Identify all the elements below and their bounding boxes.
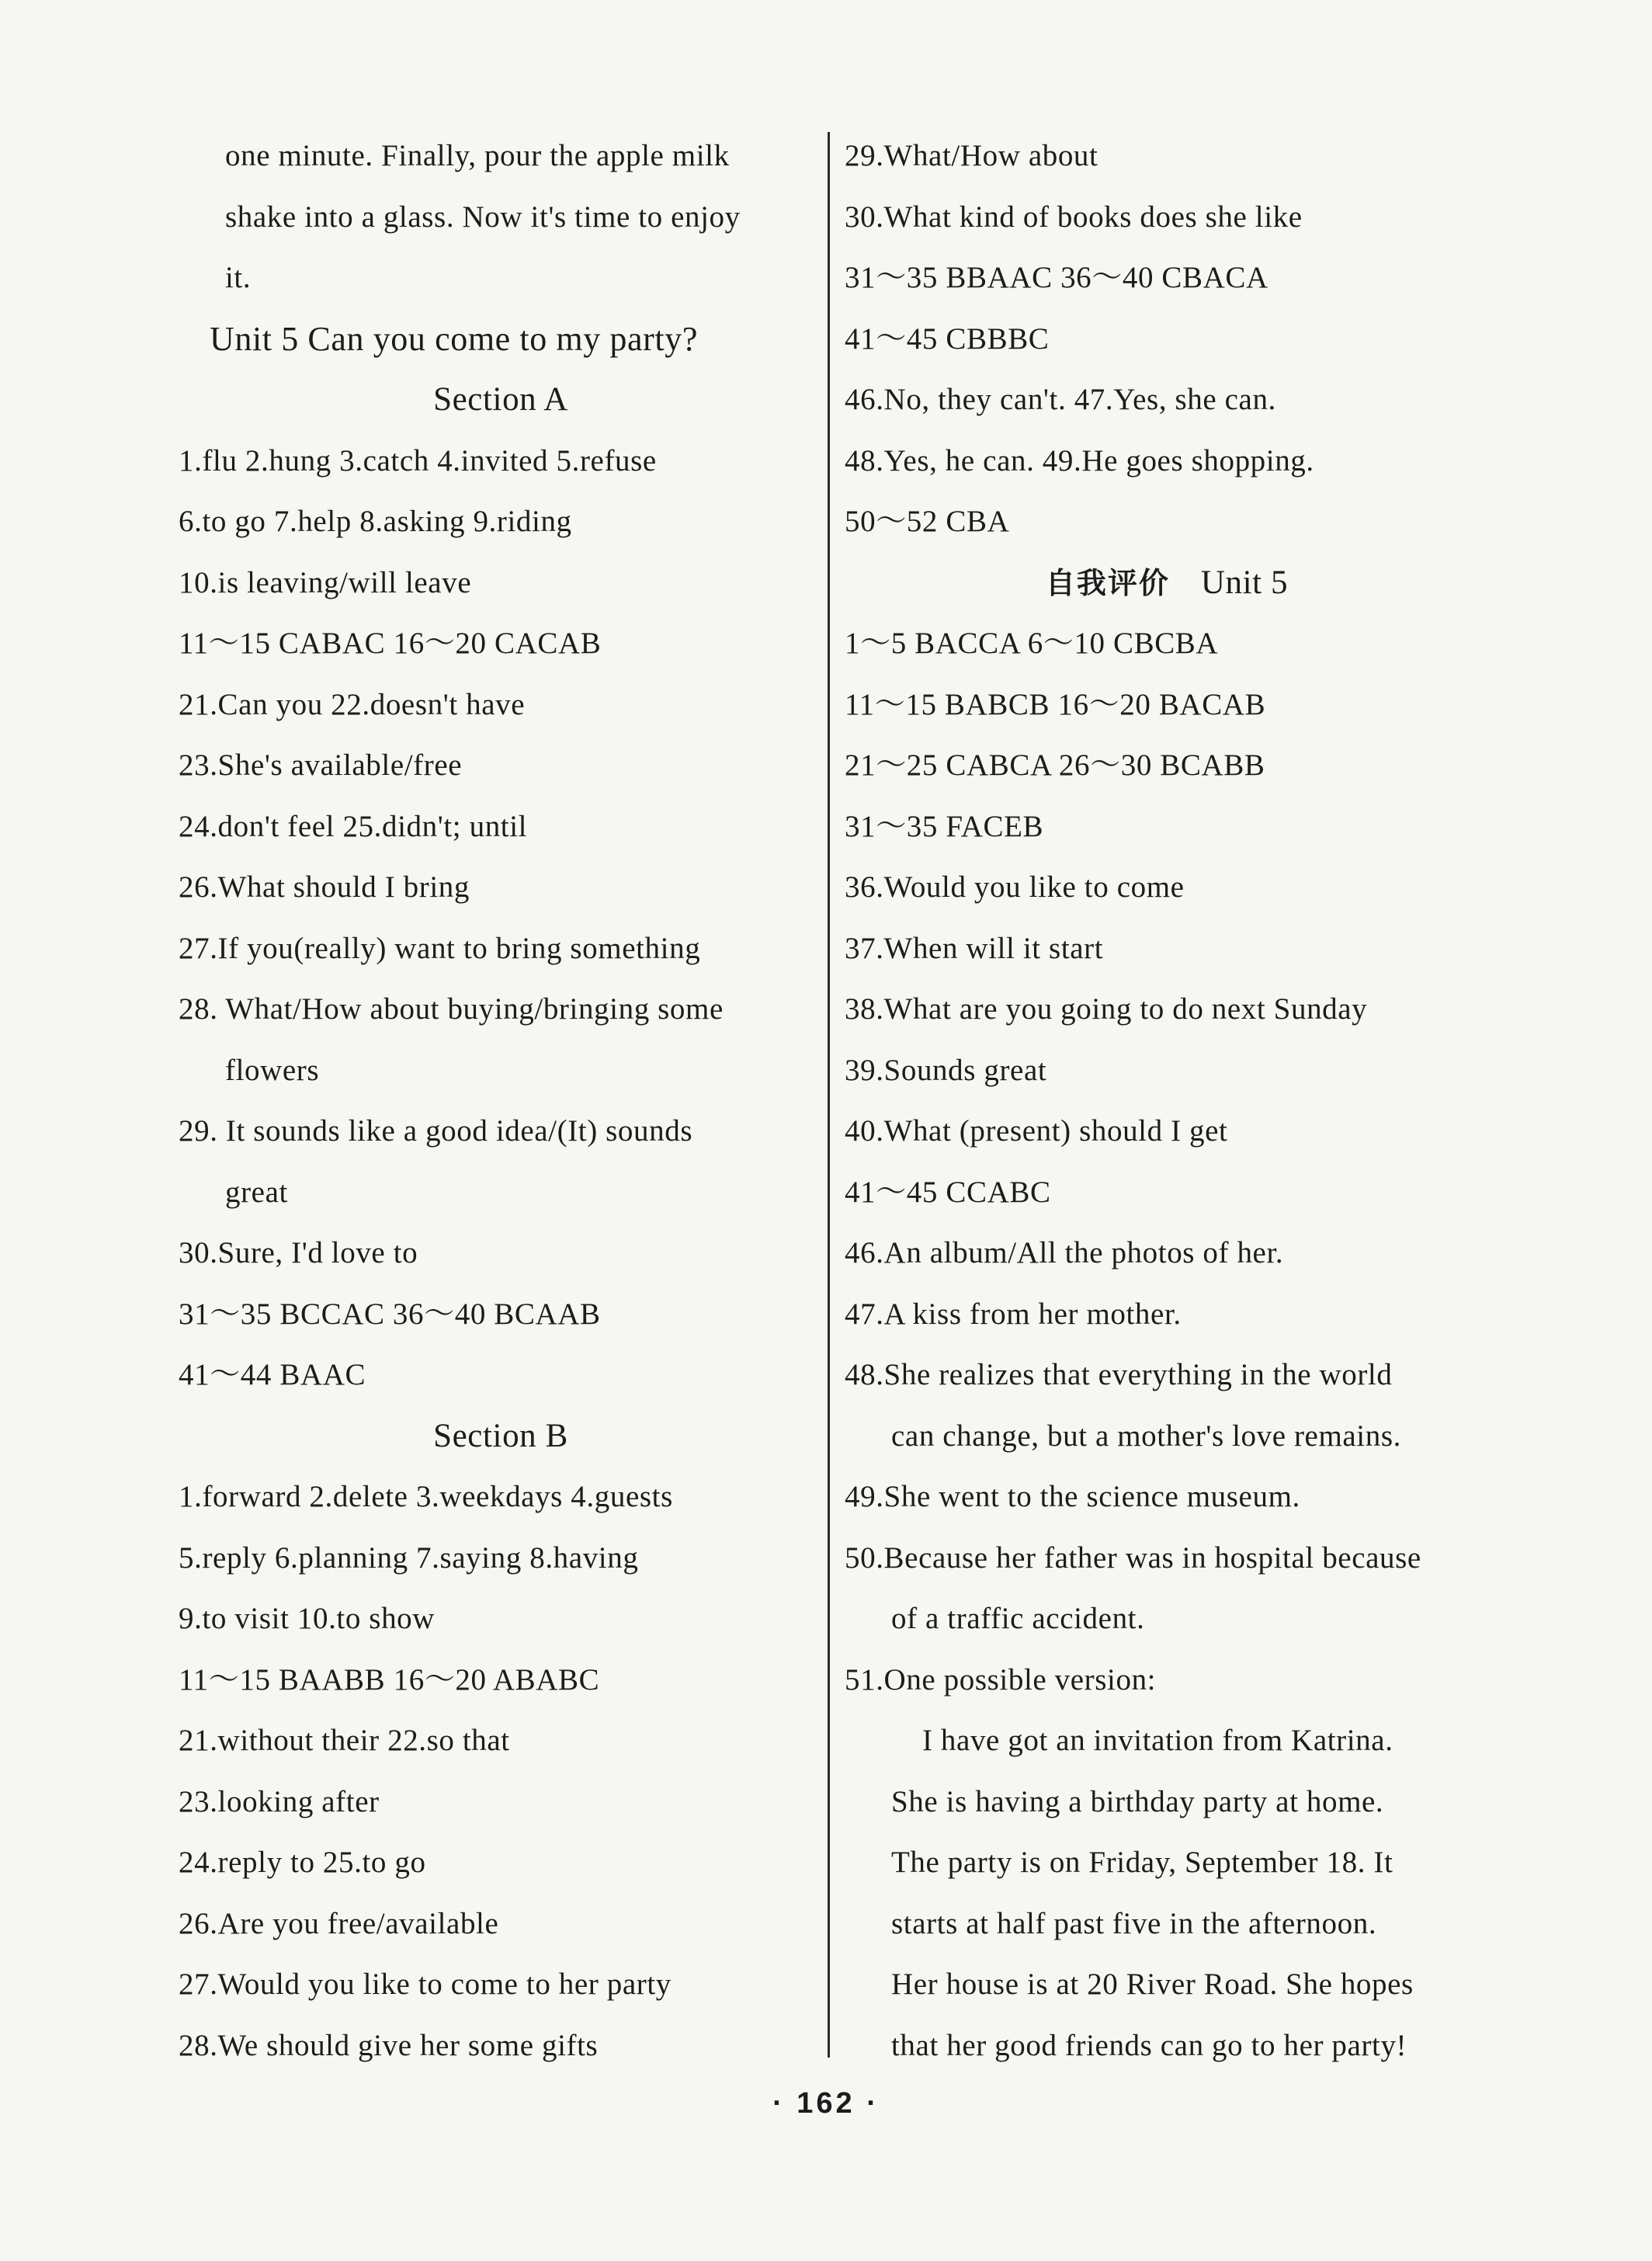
- essay-line: She is having a birthday party at home.: [891, 1784, 1384, 1818]
- answer-line: 11～15 BABCB 16～20 BACAB: [845, 687, 1266, 721]
- answer-line: 37.When will it start: [845, 931, 1104, 965]
- answer-line: 26.Are you free/available: [179, 1906, 499, 1940]
- answer-line: 6.to go 7.help 8.asking 9.riding: [179, 505, 572, 538]
- intro-line: it.: [225, 261, 252, 294]
- right-column: [845, 126, 1489, 2076]
- answer-line: 1.flu 2.hung 3.catch 4.invited 5.refuse: [179, 443, 657, 478]
- intro-line: one minute. Finally, pour the apple milk: [225, 139, 730, 172]
- answer-line: 26.What should I bring: [179, 870, 470, 904]
- answer-line: 49.She went to the science museum.: [845, 1480, 1300, 1513]
- section-b-heading: Section B: [433, 1417, 568, 1454]
- answer-line: 41～45 CBBBC: [845, 321, 1050, 356]
- answer-line: 29.What/How about: [845, 139, 1098, 172]
- answer-line: great: [225, 1175, 288, 1209]
- answer-line: 36.Would you like to come: [845, 870, 1185, 904]
- answer-line: 41～45 CCABC: [845, 1175, 1051, 1209]
- answer-line: 39.Sounds great: [845, 1053, 1047, 1087]
- answer-line: 27.Would you like to come to her party: [179, 1968, 672, 2001]
- answer-line: 1.forward 2.delete 3.weekdays 4.guests: [179, 1480, 673, 1513]
- answer-line: flowers: [225, 1053, 320, 1087]
- answer-line: 46.No, they can't. 47.Yes, she can.: [845, 383, 1276, 416]
- answer-line: 46.An album/All the photos of her.: [845, 1236, 1284, 1269]
- answer-line: 40.What (present) should I get: [845, 1114, 1228, 1148]
- answer-line: 5.reply 6.planning 7.saying 8.having: [179, 1540, 639, 1575]
- self-review-title: 自我评价: [1045, 565, 1170, 600]
- answer-line: 23.looking after: [179, 1784, 380, 1818]
- answer-line: 1～5 BACCA 6～10 CBCBA: [845, 627, 1219, 660]
- answer-line: 31～35 FACEB: [845, 809, 1044, 843]
- essay-line: The party is on Friday, September 18. It: [891, 1846, 1393, 1879]
- answer-line: 47.A kiss from her mother.: [845, 1297, 1182, 1331]
- answer-line: can change, but a mother's love remains.: [891, 1419, 1401, 1453]
- answer-line: 48.She realizes that everything in the world: [845, 1358, 1393, 1391]
- answer-line: 27.If you(really) want to bring something: [179, 931, 701, 965]
- answer-line: 50.Because her father was in hospital because: [845, 1540, 1421, 1575]
- essay-line: Her house is at 20 River Road. She hopes: [891, 1968, 1414, 2001]
- answer-line: 48.Yes, he can. 49.He goes shopping.: [845, 443, 1314, 478]
- intro-line: shake into a glass. Now it's time to enjoy: [225, 200, 741, 234]
- essay-line: starts at half past five in the afternoon.: [891, 1906, 1377, 1940]
- left-column: [179, 126, 823, 2076]
- answer-line: of a traffic accident.: [891, 1602, 1145, 1635]
- answer-line: 50～52 CBA: [845, 505, 1010, 538]
- section-a-heading: Section A: [433, 381, 568, 418]
- answer-line: 11～15 CABAC 16～20 CACAB: [179, 627, 602, 660]
- answer-line: 38.What are you going to do next Sunday: [845, 992, 1368, 1026]
- answer-line: 24.reply to 25.to go: [179, 1846, 426, 1879]
- answer-line: 11～15 BAABB 16～20 ABABC: [179, 1662, 600, 1697]
- answer-line: 41～44 BAAC: [179, 1358, 366, 1391]
- answer-line: 9.to visit 10.to show: [179, 1602, 436, 1635]
- self-review-unit: Unit 5: [1200, 564, 1289, 601]
- page-number: · 162 ·: [772, 2087, 880, 2120]
- answer-line: 31～35 BCCAC 36～40 BCAAB: [179, 1297, 601, 1331]
- answer-line: 21～25 CABCA 26～30 BCABB: [845, 748, 1265, 782]
- column-divider: [828, 132, 830, 2058]
- answer-line: 51.One possible version:: [845, 1662, 1157, 1697]
- answer-line: 29. It sounds like a good idea/(It) sounds: [179, 1114, 693, 1148]
- answer-line: 21.without their 22.so that: [179, 1724, 510, 1757]
- self-review-heading: [845, 553, 1489, 614]
- essay-line: I have got an invitation from Katrina.: [922, 1724, 1393, 1757]
- unit-title: Unit 5 Can you come to my party?: [210, 319, 698, 358]
- answer-line: 10.is leaving/will leave: [179, 565, 472, 599]
- answer-line: 30.What kind of books does she like: [845, 200, 1303, 234]
- essay-line: that her good friends can go to her party!: [891, 2028, 1407, 2062]
- answer-line: 24.don't feel 25.didn't; until: [179, 809, 528, 843]
- answer-line: 23.She's available/free: [179, 748, 463, 782]
- answer-line: 31～35 BBAAC 36～40 CBACA: [845, 261, 1268, 294]
- answer-line: 28.We should give her some gifts: [179, 2028, 599, 2062]
- answer-line: 30.Sure, I'd love to: [179, 1236, 418, 1269]
- answer-line: 28. What/How about buying/bringing some: [179, 992, 724, 1026]
- answer-line: 21.Can you 22.doesn't have: [179, 687, 526, 721]
